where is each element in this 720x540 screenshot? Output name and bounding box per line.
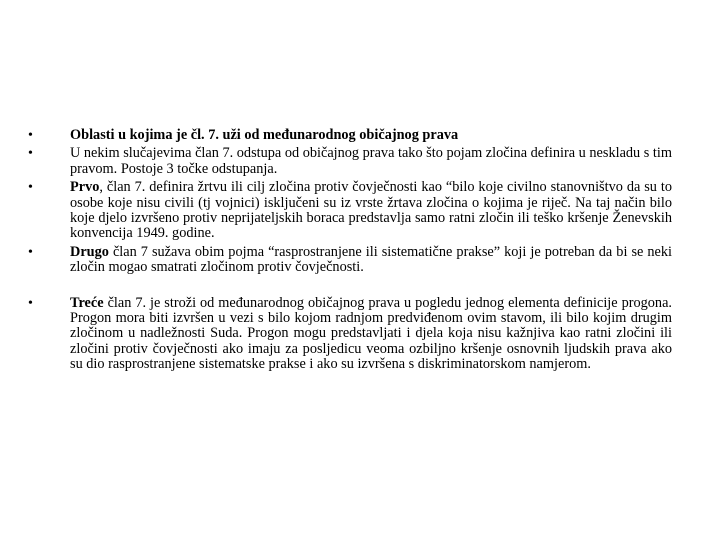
- bullet-item-second: [28, 245, 672, 276]
- bullet-dot: •: [28, 295, 33, 311]
- bullet-first-text: , član 7. definira žrtvu ili cilj zločina protiv čovječnosti kao “bilo koje civilno stanovništvo da su to osobe koje nisu civili (tj vojnici) isključeni su iz vrste žrtava zločina o kojima je riječ. Na taj način bilo koje djelo izvršeno protiv neprijateljskih boraca predstavlja samo ratni zločin ili teško kršenje Ženevskih konvencija 1949. godine.: [70, 179, 672, 242]
- bullet-third-lead: Treće: [70, 294, 104, 311]
- bullet-heading-text: Oblasti u kojima je čl. 7. uži od međunarodnog običajnog prava: [70, 127, 459, 143]
- bullet-third-text: član 7. je stroži od međunarodnog običajnog prava u pogledu jednog elementa definicije progona. Progon mora biti izvršen u vezi s bilo kojom radnjom predviđenom ovim stavom, ili bilo kojim drugim zločinom u nadležnosti Suda. Progon mogu predstavljati i djela koja nisu kažnjiva kao ratni zločini ili zločini protiv čovječnosti ako imaju za posljedicu veoma ozbiljno kršenje osnovnih ljudskih prava ako su dio rasprostranjene sistematske prakse i ako su izvršena s diskriminatorskom namjerom.: [70, 294, 672, 373]
- bullet-item-third: [28, 296, 672, 373]
- bullet-dot: •: [28, 180, 33, 196]
- bullet-dot: •: [28, 128, 33, 143]
- bullet-item-first: [28, 180, 672, 242]
- bullet-first-lead: Prvo: [70, 179, 100, 196]
- bullet-list: [28, 128, 672, 373]
- bullet-intro-text: U nekim slučajevima član 7. odstupa od običajnog prava tako što pojam zločina definira u neskladu s tim pravom. Postoje 3 točke odstupanja.: [70, 145, 672, 177]
- bullet-item-intro: [28, 146, 672, 177]
- bullet-dot: •: [28, 244, 33, 260]
- bullet-second-lead: Drugo: [70, 243, 109, 260]
- bullet-second-text: član 7 sužava obim pojma “rasprostranjene ili sistematične prakse” koji je potreban da bi se neki zločin mogao smatrati zločinom protiv čovječnosti.: [70, 243, 672, 276]
- bullet-item-heading: [28, 128, 672, 143]
- bullet-dot: •: [28, 146, 33, 162]
